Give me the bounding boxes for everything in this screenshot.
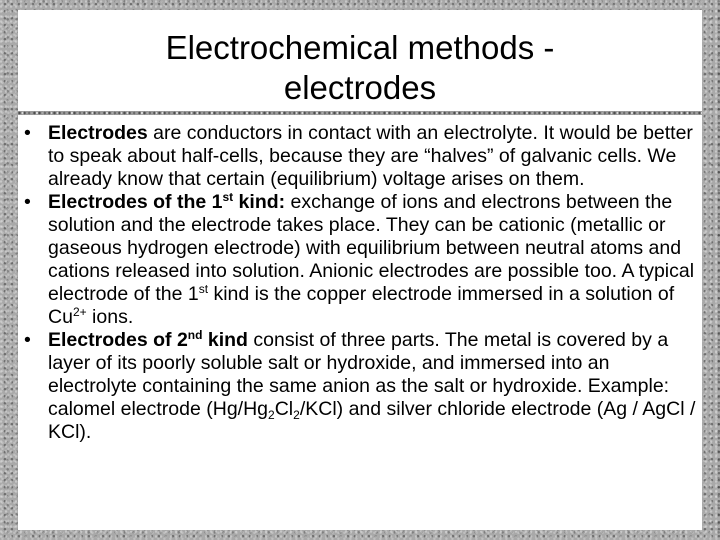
slide-title	[18, 28, 702, 108]
bullet-dot-icon: •	[24, 191, 31, 213]
bullet-3-sub-1: 2	[268, 408, 275, 422]
bullet-2-sup-2: 2+	[72, 305, 87, 319]
bullet-1-lead: Electrodes	[48, 122, 148, 144]
title-line-1: Electrochemical methods -	[165, 29, 555, 66]
bullet-3-text-c: /KCl) and silver chloride electrode (Ag / AgCl / KCl).	[48, 398, 696, 443]
bullet-3-lead-a: Electrodes of 2	[48, 329, 188, 351]
bullet-3-lead-sup: nd	[187, 328, 203, 342]
bullet-item-3	[22, 329, 698, 444]
bullet-3-text-a: consist of three parts. The metal is covered by a layer of its poorly soluble salt or hydroxide, and immersed into an electrolyte containing the same anion as the salt or hydroxide. Example: calomel electrode (Hg/Hg	[48, 329, 670, 420]
bullet-3-lead-b: kind	[202, 329, 248, 351]
bullet-2-lead-b: kind:	[233, 191, 286, 213]
bullet-item-2	[22, 191, 698, 329]
bullet-2-sup-1: st	[198, 282, 209, 296]
bullet-2-text-a: exchange of ions and electrons between the solution and the electrode takes place. They can be cationic (metallic or gaseous hydrogen electrode) with equilibrium between neutral atoms and cations released into solution. Anionic electrodes are possible too. A typical electrode of the 1	[48, 191, 695, 305]
bullet-3-sub-2: 2	[293, 408, 300, 422]
bullet-dot-icon: •	[24, 329, 31, 351]
bullet-2-text-c: ions.	[86, 306, 134, 328]
title-line-2: electrodes	[283, 69, 437, 106]
title-separator	[18, 111, 702, 115]
bullet-3-lead	[48, 329, 248, 351]
bullet-2-text-b: kind is the copper electrode immersed in a solution of Cu	[48, 283, 675, 328]
slide-panel	[18, 10, 702, 530]
bullet-list	[22, 122, 698, 444]
bullet-2-lead-a: Electrodes of the 1	[48, 191, 223, 213]
bullet-2-lead-sup: st	[222, 190, 234, 204]
bullet-2-lead	[48, 191, 285, 213]
bullet-dot-icon: •	[24, 122, 31, 144]
bullet-3-text-b: Cl	[274, 398, 294, 420]
bullet-1-text: are conductors in contact with an electrolyte. It would be better to speak about half-cells, because they are “halves” of galvanic cells. We already know that certain (equilibrium) voltage arises on them.	[48, 122, 693, 190]
bullet-item-1	[22, 122, 698, 191]
